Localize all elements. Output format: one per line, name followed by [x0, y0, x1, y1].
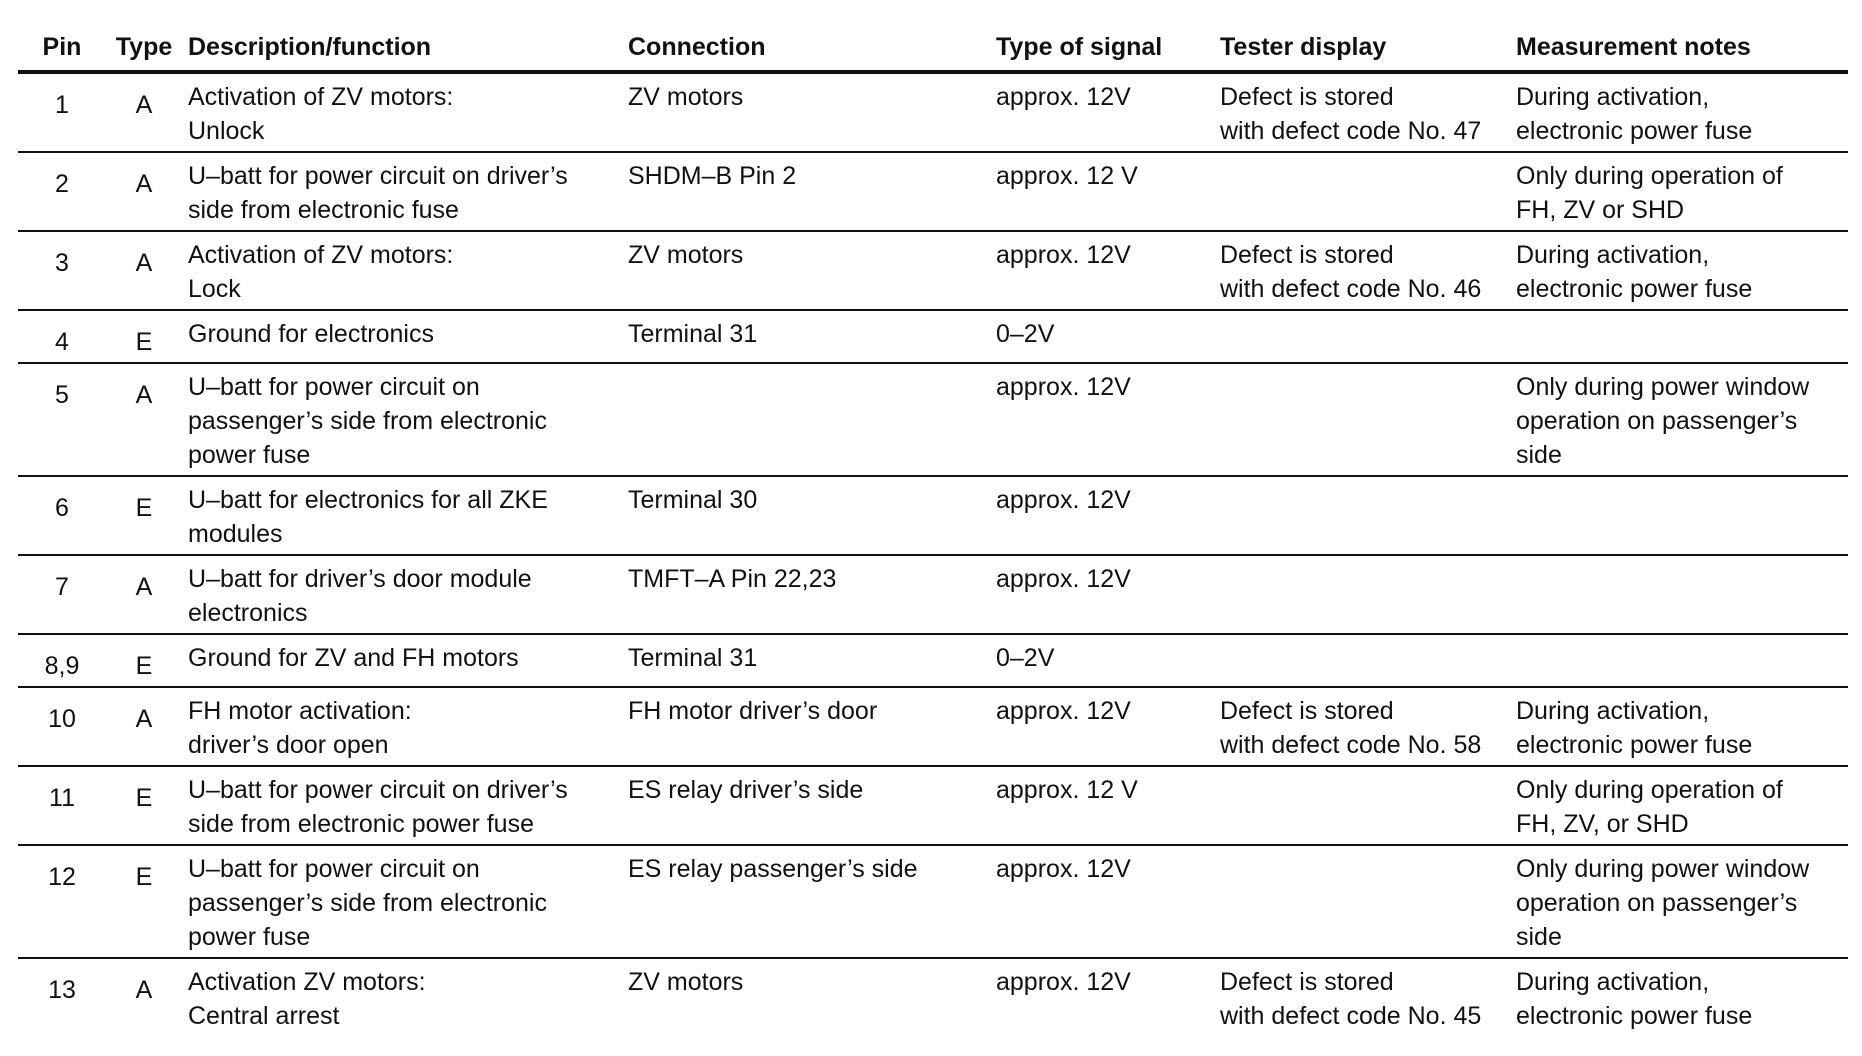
notes-line: Only during power window	[1516, 855, 1810, 883]
header-connection: Connection	[622, 0, 990, 72]
header-pin: Pin	[18, 0, 106, 72]
signal-line: approx. 12V	[996, 697, 1131, 725]
connection-cell	[622, 555, 990, 634]
notes-line: During activation,	[1516, 241, 1710, 269]
signal-cell	[990, 555, 1214, 634]
connection-line: ZV motors	[628, 241, 744, 269]
table-body	[18, 72, 1848, 1036]
connection-line: TMFT–A Pin 22,23	[628, 565, 837, 593]
description-line: U–batt for electronics for all ZKE	[188, 486, 548, 514]
notes-cell	[1510, 363, 1848, 476]
type-cell: E	[106, 634, 182, 687]
description-line: U–batt for power circuit on driver’s	[188, 162, 568, 190]
notes-line: Only during power window	[1516, 373, 1810, 401]
pin-cell: 2	[18, 152, 106, 231]
signal-cell	[990, 476, 1214, 555]
tester-line: Defect is stored	[1220, 968, 1394, 996]
signal-line: approx. 12V	[996, 565, 1131, 593]
signal-cell	[990, 958, 1214, 1036]
description-cell	[182, 72, 622, 152]
description-cell	[182, 555, 622, 634]
notes-line: FH, ZV or SHD	[1516, 196, 1685, 224]
notes-line: electronic power fuse	[1516, 117, 1753, 145]
header-notes: Measurement notes	[1510, 0, 1848, 72]
header-description: Description/function	[182, 0, 622, 72]
description-line: passenger’s side from electronic	[188, 407, 547, 435]
notes-line: FH, ZV, or SHD	[1516, 810, 1689, 838]
description-line: side from electronic power fuse	[188, 810, 534, 838]
description-cell	[182, 634, 622, 687]
pin-cell: 12	[18, 845, 106, 958]
table-row	[18, 231, 1848, 310]
connection-cell	[622, 766, 990, 845]
signal-line: approx. 12V	[996, 83, 1131, 111]
signal-line: approx. 12V	[996, 241, 1131, 269]
type-cell: E	[106, 310, 182, 363]
description-line: Central arrest	[188, 1002, 340, 1030]
description-line: Unlock	[188, 117, 265, 145]
signal-cell	[990, 634, 1214, 687]
connection-line: SHDM–B Pin 2	[628, 162, 797, 190]
description-cell	[182, 766, 622, 845]
notes-cell	[1510, 72, 1848, 152]
signal-cell	[990, 72, 1214, 152]
type-cell: A	[106, 555, 182, 634]
header-signal: Type of signal	[990, 0, 1214, 72]
signal-cell	[990, 363, 1214, 476]
header-type: Type	[106, 0, 182, 72]
signal-cell	[990, 687, 1214, 766]
type-cell: A	[106, 687, 182, 766]
signal-line: 0–2V	[996, 644, 1055, 672]
tester-line: with defect code No. 47	[1220, 117, 1482, 145]
signal-line: approx. 12V	[996, 968, 1131, 996]
description-cell	[182, 363, 622, 476]
description-line: Ground for electronics	[188, 320, 434, 348]
pin-cell: 10	[18, 687, 106, 766]
tester-cell	[1214, 845, 1510, 958]
notes-cell	[1510, 231, 1848, 310]
description-cell	[182, 476, 622, 555]
description-line: U–batt for power circuit on	[188, 373, 480, 401]
signal-line: approx. 12 V	[996, 776, 1138, 804]
table-row	[18, 476, 1848, 555]
tester-cell	[1214, 231, 1510, 310]
connection-cell	[622, 687, 990, 766]
description-cell	[182, 152, 622, 231]
description-line: FH motor activation:	[188, 697, 412, 725]
description-cell	[182, 231, 622, 310]
notes-line: operation on passenger’s	[1516, 889, 1798, 917]
connection-line: ZV motors	[628, 968, 744, 996]
pin-cell: 1	[18, 72, 106, 152]
type-cell: E	[106, 845, 182, 958]
connection-line: FH motor driver’s door	[628, 697, 878, 725]
description-cell	[182, 845, 622, 958]
connection-line: Terminal 31	[628, 644, 758, 672]
notes-cell	[1510, 476, 1848, 555]
description-line: Activation of ZV motors:	[188, 83, 454, 111]
description-line: power fuse	[188, 923, 311, 951]
description-line: driver’s door open	[188, 731, 389, 759]
pin-cell: 11	[18, 766, 106, 845]
pin-cell: 13	[48, 976, 76, 1004]
notes-cell	[1510, 555, 1848, 634]
tester-line: Defect is stored	[1220, 697, 1394, 725]
connection-cell	[622, 634, 990, 687]
pin-cell: 4	[18, 310, 106, 363]
connection-cell	[622, 958, 990, 1036]
connection-line: Terminal 30	[628, 486, 758, 514]
tester-line: with defect code No. 58	[1220, 731, 1482, 759]
type-cell: A	[106, 231, 182, 310]
pin-cell: 5	[18, 363, 106, 476]
table-row	[18, 72, 1848, 152]
tester-cell	[1214, 152, 1510, 231]
type-cell: E	[106, 476, 182, 555]
signal-line: approx. 12V	[996, 486, 1131, 514]
connection-cell	[622, 476, 990, 555]
notes-line: During activation,	[1516, 968, 1710, 996]
tester-cell	[1214, 687, 1510, 766]
tester-line: Defect is stored	[1220, 241, 1394, 269]
notes-cell	[1510, 845, 1848, 958]
tester-cell	[1214, 476, 1510, 555]
description-line: power fuse	[188, 441, 311, 469]
table-row	[18, 687, 1848, 766]
signal-line: approx. 12 V	[996, 162, 1138, 190]
notes-cell	[1510, 687, 1848, 766]
signal-line: approx. 12V	[996, 855, 1131, 883]
tester-cell	[1214, 363, 1510, 476]
notes-cell	[1510, 310, 1848, 363]
connection-cell	[622, 72, 990, 152]
connection-line: ZV motors	[628, 83, 744, 111]
tester-cell	[1214, 958, 1510, 1036]
description-line: side from electronic fuse	[188, 196, 459, 224]
notes-cell	[1510, 634, 1848, 687]
tester-cell	[1214, 555, 1510, 634]
description-line: passenger’s side from electronic	[188, 889, 547, 917]
connection-cell	[622, 363, 990, 476]
pin-cell: 6	[18, 476, 106, 555]
signal-cell	[990, 310, 1214, 363]
notes-cell	[1510, 152, 1848, 231]
table-row	[18, 310, 1848, 363]
notes-line: side	[1516, 441, 1562, 469]
connection-line: ES relay driver’s side	[628, 776, 864, 804]
tester-cell	[1214, 634, 1510, 687]
type-cell: A	[106, 152, 182, 231]
tester-line: with defect code No. 45	[1220, 1002, 1482, 1030]
description-cell	[182, 687, 622, 766]
type-cell: E	[106, 766, 182, 845]
signal-cell	[990, 766, 1214, 845]
description-line: U–batt for driver’s door module	[188, 565, 532, 593]
type-cell: A	[135, 976, 153, 1004]
type-cell: A	[106, 72, 182, 152]
description-line: modules	[188, 520, 283, 548]
connection-cell	[622, 845, 990, 958]
signal-line: 0–2V	[996, 320, 1055, 348]
signal-line: approx. 12V	[996, 373, 1131, 401]
tester-line: Defect is stored	[1220, 83, 1394, 111]
pin-cell: 3	[18, 231, 106, 310]
signal-cell	[990, 231, 1214, 310]
notes-line: operation on passenger’s	[1516, 407, 1798, 435]
table-row	[18, 766, 1848, 845]
tester-cell	[1214, 766, 1510, 845]
notes-line: During activation,	[1516, 697, 1710, 725]
table-row	[18, 845, 1848, 958]
connection-line: Terminal 31	[628, 320, 758, 348]
pin-assignment-table-container	[18, 0, 1848, 1036]
notes-cell	[1510, 766, 1848, 845]
notes-line: During activation,	[1516, 83, 1710, 111]
notes-line: Only during operation of	[1516, 776, 1783, 804]
description-line: Activation ZV motors:	[188, 968, 426, 996]
table-row	[18, 152, 1848, 231]
description-cell	[182, 958, 622, 1036]
description-line: U–batt for power circuit on driver’s	[188, 776, 568, 804]
notes-line: electronic power fuse	[1516, 275, 1753, 303]
connection-cell	[622, 310, 990, 363]
notes-line: electronic power fuse	[1516, 731, 1753, 759]
notes-line: side	[1516, 923, 1562, 951]
header-tester: Tester display	[1214, 0, 1510, 72]
pin-cell: 7	[18, 555, 106, 634]
header-row	[18, 0, 1848, 72]
table-row	[18, 958, 1848, 1036]
connection-cell	[622, 231, 990, 310]
tester-line: with defect code No. 46	[1220, 275, 1482, 303]
pin-assignment-table	[18, 0, 1848, 1036]
table-row	[18, 363, 1848, 476]
notes-line: Only during operation of	[1516, 162, 1783, 190]
description-line: electronics	[188, 599, 308, 627]
pin-cell: 8,9	[18, 634, 106, 687]
connection-line: ES relay passenger’s side	[628, 855, 918, 883]
table-row	[18, 555, 1848, 634]
description-line: U–batt for power circuit on	[188, 855, 480, 883]
type-cell: A	[106, 363, 182, 476]
connection-cell	[622, 152, 990, 231]
table-row	[18, 634, 1848, 687]
description-line: Ground for ZV and FH motors	[188, 644, 519, 672]
tester-cell	[1214, 310, 1510, 363]
table-header	[18, 0, 1848, 72]
notes-cell	[1510, 958, 1848, 1036]
description-line: Lock	[188, 275, 241, 303]
tester-cell	[1214, 72, 1510, 152]
notes-line: electronic power fuse	[1516, 1002, 1753, 1030]
description-line: Activation of ZV motors:	[188, 241, 454, 269]
description-cell	[182, 310, 622, 363]
signal-cell	[990, 152, 1214, 231]
signal-cell	[990, 845, 1214, 958]
